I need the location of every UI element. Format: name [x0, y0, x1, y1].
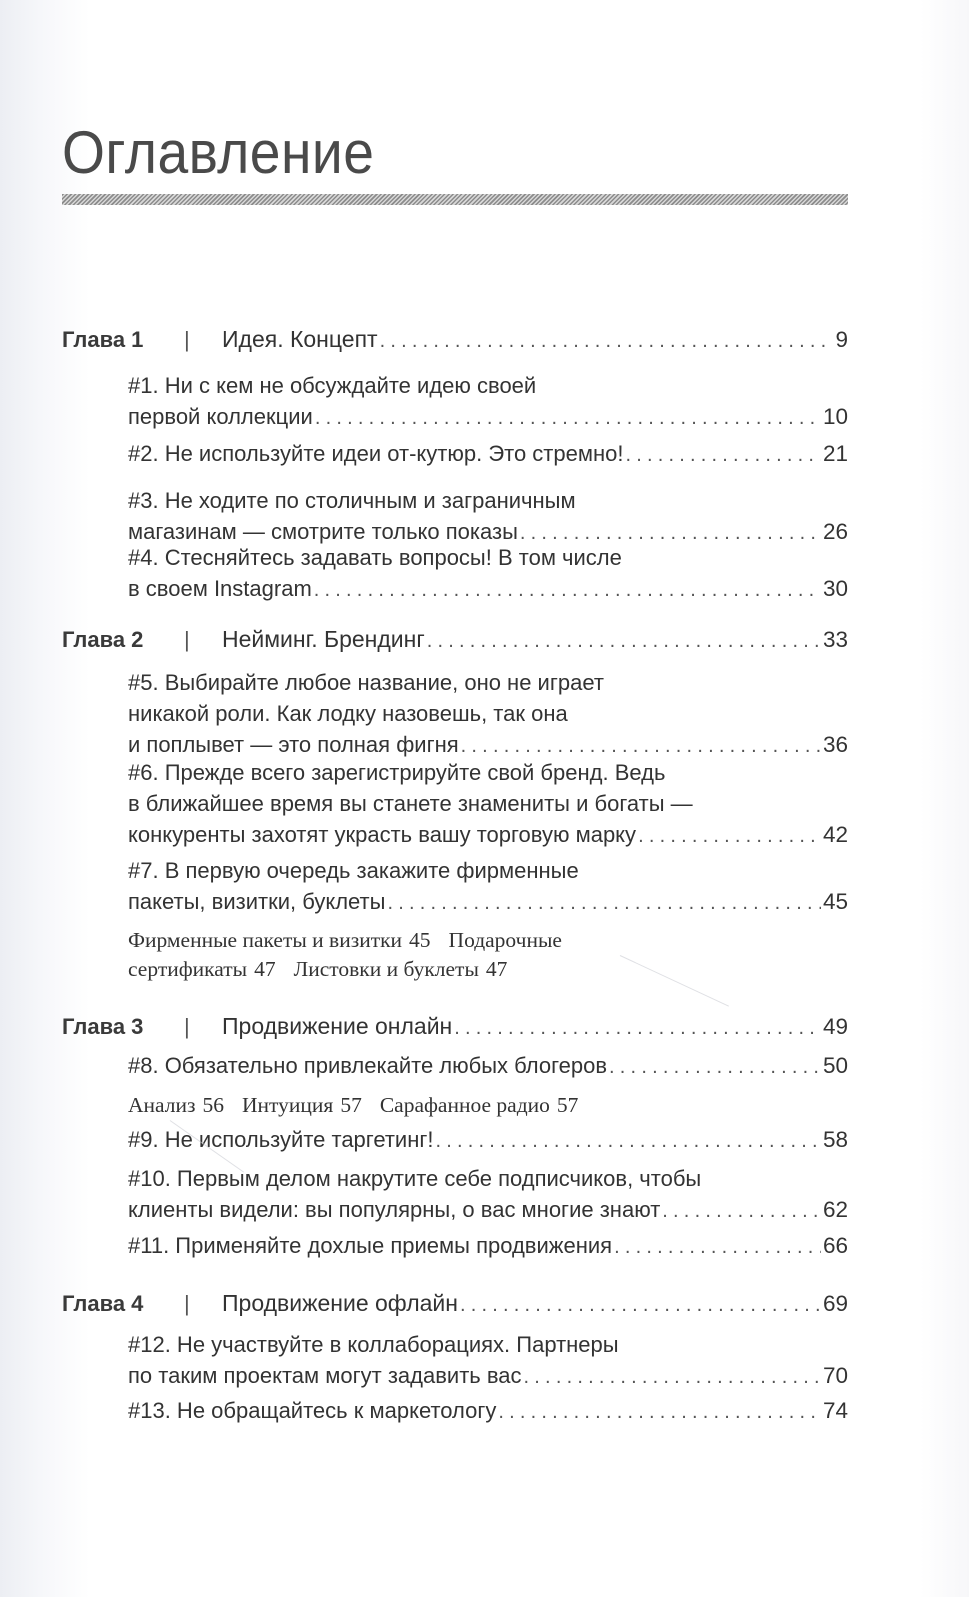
dot-leader — [520, 522, 821, 545]
chapter-label: Глава 3 — [62, 1014, 144, 1039]
dot-leader — [454, 1017, 821, 1040]
subsection-link[interactable]: Анализ — [128, 1093, 196, 1117]
entry-text: #3. Не ходите по столичным и заграничным — [128, 488, 576, 513]
subsection-page: 47 — [485, 957, 508, 981]
entry-text: и поплывет — это полная фигня — [128, 732, 459, 757]
entry-text: #2. Не используйте идеи от-кутюр. Это стремно! — [128, 441, 624, 466]
page-number: 70 — [822, 1363, 848, 1388]
entry-text: #8. Обязательно привлекайте любых блогеров — [128, 1053, 608, 1078]
dot-leader — [498, 1401, 821, 1424]
toc-entry-7[interactable] — [128, 858, 848, 920]
chapter-label: Глава 2 — [62, 627, 144, 652]
subsection-list — [128, 954, 525, 985]
page-number: 26 — [822, 519, 848, 544]
entry-text: #4. Стесняйтесь задавать вопросы! В том числе — [128, 545, 622, 570]
toc-entry-11[interactable] — [128, 1233, 848, 1264]
page-number: 42 — [822, 822, 848, 847]
dot-leader — [427, 630, 821, 653]
subsection-link[interactable]: Сарафанное радио — [379, 1093, 550, 1117]
entry-text: первой коллекции — [128, 404, 313, 429]
page-number: 10 — [822, 404, 848, 429]
chapter-title: Идея. Концепт — [222, 326, 378, 352]
entry-text: магазинам — смотрите только показы — [128, 519, 518, 544]
chapter-heading-3[interactable] — [62, 1013, 848, 1040]
subsection-list — [128, 925, 569, 956]
subsection-link[interactable]: Листовки и буклеты — [293, 957, 479, 981]
subsection-link[interactable]: Интуиция — [242, 1093, 334, 1117]
chapter-heading-4[interactable] — [62, 1290, 848, 1317]
page-number: 45 — [822, 889, 848, 914]
chapter-label: Глава 4 — [62, 1291, 144, 1316]
entry-text: #11. Применяйте дохлые приемы продвижения — [128, 1233, 613, 1258]
chapter-separator: | — [184, 327, 190, 352]
dot-leader — [436, 1130, 821, 1153]
page-number: 30 — [822, 576, 848, 601]
subsection-page: 45 — [409, 928, 431, 952]
entry-text: клиенты видели: вы популярны, о вас многие знают — [128, 1197, 661, 1222]
chapter-heading-1[interactable] — [62, 326, 848, 353]
page-number: 49 — [822, 1014, 848, 1039]
entry-text: никакой роли. Как лодку назовешь, так она — [128, 701, 568, 726]
subsection-page: 47 — [254, 957, 276, 981]
dot-leader — [609, 1056, 821, 1079]
title-rule — [62, 194, 848, 205]
chapter-separator: | — [184, 1014, 190, 1039]
toc-entry-8[interactable] — [128, 1053, 848, 1084]
toc-entry-13[interactable] — [128, 1398, 848, 1429]
page-number: 36 — [822, 732, 848, 757]
subsection-page: 57 — [340, 1093, 362, 1117]
entry-text: #9. Не используйте таргетинг! — [128, 1127, 434, 1152]
dot-leader — [625, 444, 820, 467]
page-number: 21 — [822, 441, 848, 466]
toc-entry-12[interactable] — [128, 1332, 848, 1394]
entry-text: #1. Ни с кем не обсуждайте идею своей — [128, 373, 537, 398]
toc-entry-1[interactable] — [128, 373, 848, 435]
dot-leader — [314, 579, 821, 602]
dot-leader — [524, 1366, 821, 1389]
entry-text: #12. Не участвуйте в коллаборациях. Партнеры — [128, 1332, 619, 1357]
chapter-separator: | — [184, 1291, 190, 1316]
page-number: 33 — [822, 627, 848, 652]
toc-entry-3[interactable] — [128, 488, 848, 550]
chapter-title: Продвижение офлайн — [222, 1290, 458, 1316]
subsection-page: 57 — [556, 1093, 579, 1117]
entry-text: в своем Instagram — [128, 576, 312, 601]
dot-leader — [460, 1294, 821, 1317]
chapter-heading-2[interactable] — [62, 626, 848, 653]
page-number: 74 — [822, 1398, 848, 1423]
toc-entry-9[interactable] — [128, 1127, 848, 1158]
entry-text: #13. Не обращайтесь к маркетологу — [128, 1398, 497, 1423]
dot-leader — [662, 1200, 821, 1223]
page-number: 66 — [822, 1233, 848, 1258]
chapter-separator: | — [184, 627, 190, 652]
entry-text: в ближайшее время вы станете знамениты и богаты — — [128, 791, 693, 816]
page-number: 62 — [822, 1197, 848, 1222]
paper-scratch — [620, 955, 729, 1007]
toc-entry-2[interactable] — [128, 441, 848, 472]
entry-text: по таким проектам могут задавить вас — [128, 1363, 522, 1388]
dot-leader — [638, 825, 821, 848]
page-number: 9 — [835, 327, 848, 352]
toc-entry-4[interactable] — [128, 545, 848, 607]
chapter-label: Глава 1 — [62, 327, 144, 352]
chapter-title: Нейминг. Брендинг — [222, 626, 425, 652]
subsection-list — [128, 1090, 596, 1121]
chapter-title: Продвижение онлайн — [222, 1013, 453, 1039]
dot-leader — [614, 1236, 821, 1259]
toc-entry-6[interactable] — [128, 760, 848, 853]
subsection-page: 56 — [202, 1093, 224, 1117]
subsection-link[interactable]: Подарочные — [448, 928, 562, 952]
subsection-link[interactable]: Фирменные пакеты и визитки — [128, 928, 403, 952]
entry-text: #10. Первым делом накрутите себе подписчиков, чтобы — [128, 1166, 702, 1191]
page-title: Оглавление — [62, 119, 375, 186]
dot-leader — [315, 407, 821, 430]
entry-text: конкуренты захотят украсть вашу торговую марку — [128, 822, 637, 847]
subsection-link[interactable]: сертификаты — [128, 957, 248, 981]
dot-leader — [461, 735, 821, 758]
dot-leader — [387, 892, 821, 915]
entry-text: #6. Прежде всего зарегистрируйте свой бренд. Ведь — [128, 760, 666, 785]
entry-text: #5. Выбирайте любое название, оно не играет — [128, 670, 604, 695]
toc-entry-5[interactable] — [128, 670, 848, 763]
toc-entry-10[interactable] — [128, 1166, 848, 1228]
dot-leader — [380, 330, 834, 353]
entry-text: пакеты, визитки, буклеты — [128, 889, 386, 914]
page-number: 69 — [822, 1291, 848, 1316]
page-number: 50 — [822, 1053, 848, 1078]
page-number: 58 — [822, 1127, 848, 1152]
entry-text: #7. В первую очередь закажите фирменные — [128, 858, 579, 883]
